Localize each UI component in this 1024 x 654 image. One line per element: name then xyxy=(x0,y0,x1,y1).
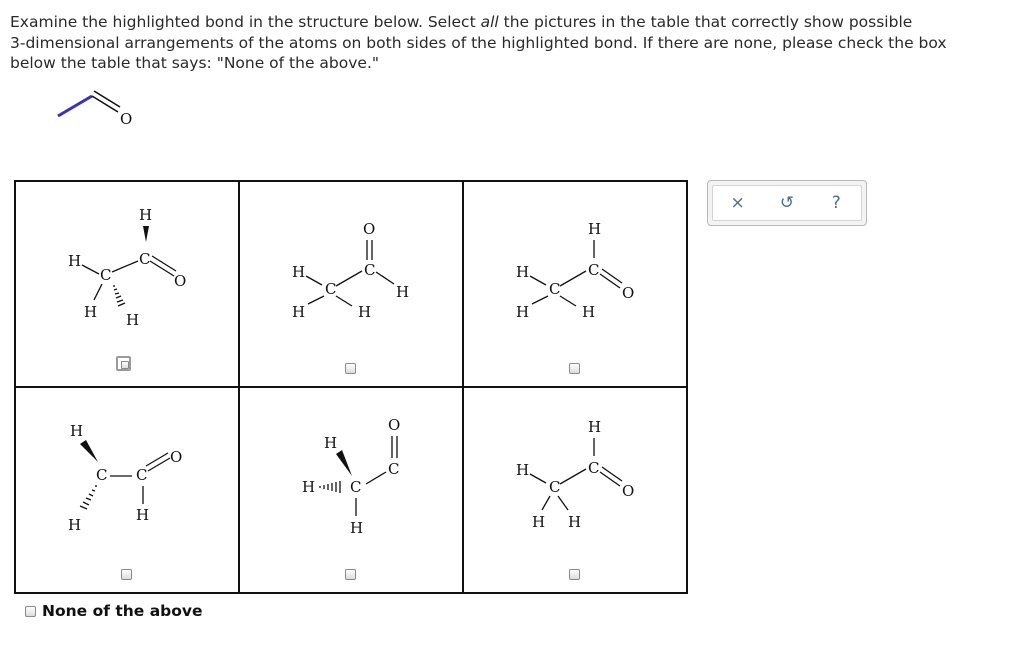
atom-c: C xyxy=(325,280,337,298)
question-line3: below the table that says: "None of the above." xyxy=(10,54,380,72)
atom-h: H xyxy=(68,516,82,534)
atom-h: H xyxy=(568,513,582,531)
molecule-2 xyxy=(240,182,462,386)
atom-h: H xyxy=(136,506,150,524)
option-3-checkbox[interactable] xyxy=(569,363,580,374)
none-of-the-above-option[interactable] xyxy=(25,602,203,620)
atom-c: C xyxy=(136,466,148,484)
atom-c: C xyxy=(96,466,108,484)
option-cell-5 xyxy=(239,387,463,593)
atom-o: O xyxy=(363,220,376,238)
none-of-the-above-label: None of the above xyxy=(42,602,203,620)
atom-h: H xyxy=(292,263,306,281)
atom-h: H xyxy=(588,220,602,238)
molecule-6 xyxy=(464,388,686,592)
option-cell-2 xyxy=(239,181,463,387)
question-line1-post: the pictures in the table that correctly show possible xyxy=(498,13,913,31)
hash-bond xyxy=(113,286,125,306)
answer-table xyxy=(14,180,688,594)
answer-toolbar xyxy=(707,180,867,226)
wedge-bond xyxy=(336,450,352,476)
atom-h: H xyxy=(358,303,372,321)
hash-bond xyxy=(80,486,97,509)
option-cell-3 xyxy=(463,181,687,387)
option-cell-6 xyxy=(463,387,687,593)
wedge-bond xyxy=(143,226,149,242)
option-4-checkbox[interactable] xyxy=(121,569,132,580)
atom-c: C xyxy=(100,266,112,284)
atom-h: H xyxy=(588,418,602,436)
atom-o: O xyxy=(170,448,183,466)
toolbar-inner xyxy=(712,185,862,221)
atom-o: O xyxy=(388,416,401,434)
option-cell-4 xyxy=(15,387,239,593)
atom-h: H xyxy=(350,519,364,537)
option-5-checkbox[interactable] xyxy=(345,569,356,580)
atom-c: C xyxy=(388,460,400,478)
atom-h: H xyxy=(582,303,596,321)
atom-o: O xyxy=(174,272,187,290)
atom-h: H xyxy=(516,263,530,281)
atom-o: O xyxy=(622,482,635,500)
atom-c: C xyxy=(350,478,362,496)
atom-h: H xyxy=(70,422,84,440)
atom-c: C xyxy=(588,261,600,279)
help-icon[interactable]: ? xyxy=(831,193,841,213)
molecule-3 xyxy=(464,182,686,386)
option-6-checkbox[interactable] xyxy=(569,569,580,580)
atom-c: C xyxy=(549,280,561,298)
option-cell-1 xyxy=(15,181,239,387)
atom-h: H xyxy=(516,461,530,479)
atom-h: H xyxy=(84,303,98,321)
oxygen-label: O xyxy=(120,110,133,128)
atom-h: H xyxy=(302,478,316,496)
question-line1-pre: Examine the highlighted bond in the structure below. Select xyxy=(10,13,481,31)
atom-h: H xyxy=(532,513,546,531)
atom-h: H xyxy=(139,206,153,224)
wedge-bond xyxy=(80,440,98,462)
atom-c: C xyxy=(364,261,376,279)
atom-h: H xyxy=(516,303,530,321)
undo-icon[interactable]: ↺ xyxy=(779,193,795,213)
highlighted-bond xyxy=(58,96,92,116)
clear-icon[interactable]: × xyxy=(730,193,745,213)
none-of-the-above-checkbox[interactable] xyxy=(25,606,36,617)
skeletal-structure xyxy=(50,88,150,138)
atom-h: H xyxy=(324,434,338,452)
atom-c: C xyxy=(588,459,600,477)
atom-c: C xyxy=(549,478,561,496)
atom-h: H xyxy=(396,283,410,301)
option-1-checkbox[interactable] xyxy=(116,356,131,371)
molecule-5 xyxy=(240,388,462,592)
question-text xyxy=(10,12,1010,74)
atom-c: C xyxy=(139,250,151,268)
question-line1-emphasis: all xyxy=(480,13,499,31)
atom-o: O xyxy=(622,284,635,302)
hash-bond xyxy=(320,481,340,493)
question-line2: 3-dimensional arrangements of the atoms on both sides of the highlighted bond. If there are none, please check the box xyxy=(10,33,947,52)
option-2-checkbox[interactable] xyxy=(345,363,356,374)
atom-h: H xyxy=(126,311,140,329)
molecule-4 xyxy=(16,388,238,592)
atom-h: H xyxy=(68,252,82,270)
atom-h: H xyxy=(292,303,306,321)
